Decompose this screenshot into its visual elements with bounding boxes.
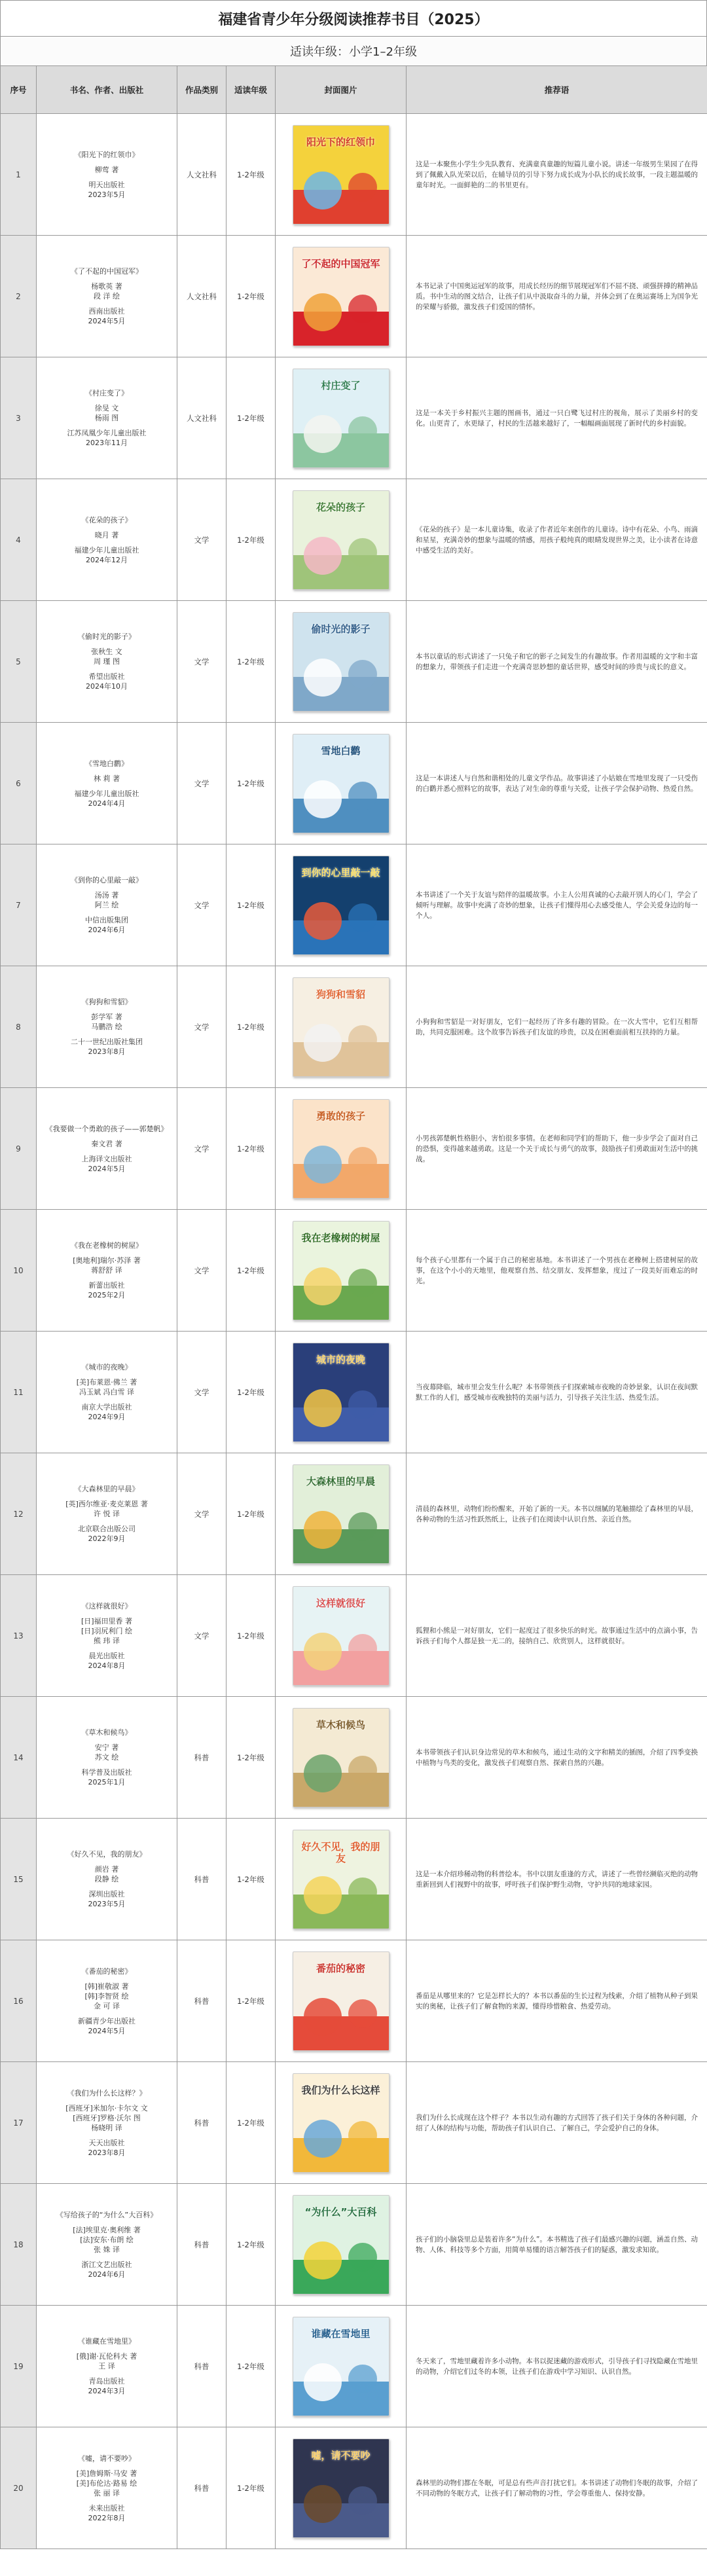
cover-illustration (348, 1269, 377, 1297)
cover-illustration (304, 902, 342, 940)
row-index: 10 (1, 1210, 37, 1332)
table-row (1, 1575, 707, 1697)
cover-illustration (304, 659, 342, 697)
recommendation-text: 孩子们的小脑袋里总是装着许多“为什么”。本书精选了孩子们最感兴趣的问题，涵盖自然、动物、人体、科技等多个方面，用简单易懂的语言解答孩子们的疑惑，激发求知欲。 (407, 2184, 707, 2306)
book-authors: 秦文君 著 (91, 1139, 122, 1148)
cover-cell (276, 236, 407, 357)
book-age: 1-2年级 (227, 479, 276, 601)
cover-illustration (348, 1025, 377, 1054)
book-authors: [西班牙]米加尔·卡尔文 文 [西班牙]罗格·沃尔 图 杨晓明 译 (65, 2103, 148, 2132)
book-age: 1-2年级 (227, 1819, 276, 1940)
book-age: 1-2年级 (227, 2306, 276, 2427)
book-age: 1-2年级 (227, 1575, 276, 1697)
cover-title: 到你的心里敲一敲 (301, 866, 380, 879)
cover-title: 嘘，请不要吵 (311, 2449, 371, 2461)
cover-illustration (348, 660, 377, 689)
recommendation-text: 这是一本关于乡村振兴主题的图画书，通过一只白鹭飞过村庄的视角，展示了美丽乡村的变化。山更青了，水更绿了，村民的生活越来越好了，一幅幅画面展现了新时代的乡村面貌。 (407, 357, 707, 479)
book-title: 《村庄变了》 (85, 389, 128, 397)
book-info (37, 1575, 177, 1697)
cover-illustration (348, 2243, 377, 2272)
book-category: 文学 (177, 1453, 227, 1575)
book-authors: [俄]谢·瓦伦科夫 著 王 译 (76, 2352, 137, 2370)
book-authors: 徐旻 文 杨雨 图 (94, 404, 119, 422)
table-row (1, 357, 707, 479)
grade-label: 适读年级：小学1–2年级 (0, 36, 707, 65)
book-age: 1-2年级 (227, 601, 276, 723)
book-cover-image[interactable] (293, 369, 390, 468)
book-title: 《我们为什么长这样？》 (67, 2088, 147, 2097)
cover-title: 我们为什么长这样 (301, 2084, 380, 2096)
book-cover-image[interactable] (293, 2073, 390, 2173)
book-cover-image[interactable] (293, 247, 390, 346)
cover-title: 这样就很好 (316, 1597, 365, 1609)
cover-title: 花朵的孩子 (316, 501, 365, 513)
book-category: 科普 (177, 1697, 227, 1819)
cover-title: 偷时光的影子 (311, 623, 371, 635)
cover-cell (276, 1088, 407, 1210)
cover-illustration (304, 1998, 342, 2036)
row-index: 8 (1, 966, 37, 1088)
cover-cell (276, 1819, 407, 1940)
recommendation-text: 小男孩郭楚帆性格胆小，害怕很多事情。在老师和同学们的帮助下，他一步步学会了面对自己的恐惧，变得越来越勇敢。这是一个关于成长与勇气的故事，鼓励孩子们勇敢面对生活中的挑战。 (407, 1088, 707, 1210)
row-index: 17 (1, 2062, 37, 2184)
book-category: 文学 (177, 1332, 227, 1453)
book-publisher: 中信出版集团 2024年6月 (85, 916, 128, 934)
book-age: 1-2年级 (227, 2184, 276, 2306)
cover-cell (276, 479, 407, 601)
book-cover-image[interactable] (293, 734, 390, 833)
book-age: 1-2年级 (227, 1940, 276, 2062)
table-row (1, 114, 707, 236)
book-authors: [英]西尔维亚·麦克莱恩 著 许 悦 译 (65, 1500, 148, 1518)
cover-illustration (304, 1511, 342, 1549)
book-category: 文学 (177, 601, 227, 723)
row-index: 12 (1, 1453, 37, 1575)
cover-title: 勇敢的孩子 (316, 1110, 365, 1122)
book-cover-image[interactable] (293, 2317, 390, 2416)
header-age: 适读年级 (227, 66, 276, 114)
book-age: 1-2年级 (227, 966, 276, 1088)
recommendation-text: 我们为什么长成现在这个样子？本书以生动有趣的方式回答了孩子们关于身体的各种问题，介绍了人体的结构与功能，帮助孩子们认识自己、了解自己，学会爱护自己的身体。 (407, 2062, 707, 2184)
book-category: 文学 (177, 479, 227, 601)
book-cover-image[interactable] (293, 612, 390, 712)
cover-illustration (304, 293, 342, 331)
book-age: 1-2年级 (227, 2427, 276, 2549)
table-row (1, 1088, 707, 1210)
book-age: 1-2年级 (227, 1453, 276, 1575)
book-authors: 柳莺 著 (94, 165, 119, 174)
book-category: 人文社科 (177, 236, 227, 357)
book-info (37, 723, 177, 844)
recommendation-text: 《花朵的孩子》是一本儿童诗集，收录了作者近年来创作的儿童诗。诗中有花朵、小鸟、雨滴和星星，充满奇妙的想象与温暖的情感，用孩子般纯真的眼睛发现世界之美，让小读者在诗意中感受生活的美好。 (407, 479, 707, 601)
book-publisher: 天天出版社 2023年8月 (88, 2138, 126, 2157)
cover-title: “为什么”大百科 (304, 2205, 377, 2218)
book-category: 科普 (177, 1940, 227, 2062)
book-info (37, 357, 177, 479)
cover-cell (276, 1453, 407, 1575)
cover-cell (276, 601, 407, 723)
book-cover-image[interactable] (293, 490, 390, 590)
recommendation-text: 这是一本讲述人与自然和谐相处的儿童文学作品。故事讲述了小姑娘在雪地里发现了一只受伤的白鹳并悉心照料它的故事，表达了对生命的尊重与关爱，让孩子学会保护动物、热爱自然。 (407, 723, 707, 844)
book-age: 1-2年级 (227, 2062, 276, 2184)
book-publisher: 深圳出版社 2023年5月 (88, 1890, 126, 1908)
book-publisher: 南京大学出版社 2024年9月 (81, 1403, 132, 1421)
book-category: 科普 (177, 1819, 227, 1940)
book-authors: 张秋生 文 周 瑾 图 (91, 647, 122, 666)
cover-cell (276, 844, 407, 966)
recommendation-text: 本书带领孩子们认识身边常见的草木和候鸟，通过生动的文字和精美的插图，介绍了四季变换中植物与鸟类的变化，激发孩子们观察自然、探索自然的兴趣。 (407, 1697, 707, 1819)
table-row (1, 236, 707, 357)
book-authors: 林 莉 著 (94, 774, 120, 783)
table-header-row (1, 66, 707, 114)
header-recommendation: 推荐语 (407, 66, 707, 114)
book-authors: [奥地利]瑞尔·苏泽 著 蒋舒舒 译 (73, 1256, 141, 1275)
cover-illustration (348, 1756, 377, 1785)
book-info (37, 1210, 177, 1332)
book-title: 《阳光下的红领巾》 (74, 150, 139, 159)
book-cover-image[interactable] (293, 1830, 390, 1929)
book-title: 《草木和候鸟》 (81, 1728, 132, 1737)
recommendation-text: 当夜幕降临，城市里会发生什么呢？本书带领孩子们探索城市夜晚的奇妙景象，认识在夜间默默工作的人们，感受城市夜晚独特的美丽与活力，引导孩子关注生活、热爱生活。 (407, 1332, 707, 1453)
book-publisher: 北京联合出版公司 2022年9月 (78, 1525, 136, 1543)
book-cover-image[interactable] (293, 1586, 390, 1686)
table-row (1, 479, 707, 601)
book-authors: [美]詹姆斯·马安 著 [美]布伦达·路易 绘 张 丽 译 (76, 2469, 137, 2497)
book-title: 《偷时光的影子》 (78, 632, 136, 641)
table-row (1, 1819, 707, 1940)
recommendation-text: 冬天来了，雪地里藏着许多小动物。本书以捉迷藏的游戏形式，引导孩子们寻找隐藏在雪地里的动物，介绍它们过冬的本领，让孩子们在游戏中学习知识、认识自然。 (407, 2306, 707, 2427)
row-index: 4 (1, 479, 37, 601)
cover-cell (276, 1697, 407, 1819)
table-row (1, 2062, 707, 2184)
cover-illustration (348, 173, 377, 202)
book-category: 文学 (177, 723, 227, 844)
book-info (37, 1453, 177, 1575)
cover-title: 了不起的中国冠军 (301, 257, 380, 270)
book-category: 文学 (177, 1088, 227, 1210)
cover-title: 阳光下的红领巾 (306, 136, 375, 148)
cover-illustration (304, 1754, 342, 1792)
table-row (1, 1940, 707, 2062)
table-row (1, 2306, 707, 2427)
cover-title: 城市的夜晚 (316, 1353, 365, 1366)
recommendation-text: 小狗狗和雪貂是一对好朋友，它们一起经历了许多有趣的冒险。在一次大雪中，它们互相帮助，共同克服困难。这个故事告诉孩子们友谊的珍贵，以及在困难面前相互扶持的力量。 (407, 966, 707, 1088)
cover-illustration (304, 2241, 342, 2279)
book-authors: [韩]崔敬淑 著 [韩]李智贤 绘 金 可 译 (84, 1982, 129, 2010)
row-index: 13 (1, 1575, 37, 1697)
cover-title: 村庄变了 (321, 379, 361, 391)
book-publisher: 西南出版社 2024年5月 (88, 307, 126, 325)
cover-illustration (304, 1024, 342, 1062)
book-authors: 彭学军 著 马鹏浩 绘 (91, 1013, 122, 1031)
book-title: 《到你的心里敲一敲》 (71, 876, 143, 884)
cover-cell (276, 723, 407, 844)
book-authors: 汤汤 著 阿兰 绘 (94, 891, 119, 909)
cover-illustration (348, 2486, 377, 2515)
recommendation-text: 每个孩子心里都有一个属于自己的秘密基地。本书讲述了一个男孩在老橡树上搭建树屋的故事，在这个小小的天地里，他观察自然、结交朋友、发挥想象，度过了一段美好而难忘的时光。 (407, 1210, 707, 1332)
book-cover-image[interactable] (293, 856, 390, 955)
cover-illustration (304, 1146, 342, 1184)
book-publisher: 晨光出版社 2024年8月 (88, 1651, 126, 1670)
book-category: 科普 (177, 2062, 227, 2184)
book-category: 文学 (177, 1575, 227, 1697)
book-publisher: 浙江文艺出版社 2024年6月 (81, 2260, 132, 2279)
recommendation-text: 本书讲述了一个关于友谊与陪伴的温暖故事。小主人公用真诚的心去敲开别人的心门，学会了倾听与理解。故事中充满了奇妙的想象，让孩子们懂得用心去感受他人，学会关爱身边的每一个人。 (407, 844, 707, 966)
cover-illustration (304, 780, 342, 818)
row-index: 7 (1, 844, 37, 966)
cover-illustration (348, 295, 377, 323)
book-cover-image[interactable] (293, 977, 390, 1077)
book-category: 文学 (177, 966, 227, 1088)
book-publisher: 二十一世纪出版社集团 2023年8月 (71, 1038, 143, 1056)
book-title: 《了不起的中国冠军》 (71, 267, 143, 276)
book-category: 文学 (177, 1210, 227, 1332)
row-index: 16 (1, 1940, 37, 2062)
book-title: 《大森林里的早晨》 (74, 1485, 139, 1493)
book-authors: 安宁 著 苏文 绘 (94, 1743, 119, 1762)
cover-illustration (348, 2121, 377, 2150)
row-index: 9 (1, 1088, 37, 1210)
cover-title: 雪地白鹳 (321, 744, 361, 757)
cover-cell (276, 966, 407, 1088)
table-row (1, 2427, 707, 2549)
book-publisher: 福建少年儿童出版社 2024年4月 (74, 789, 139, 808)
cover-title: 番茄的秘密 (316, 1962, 365, 1974)
recommendation-text: 这是一本聚焦小学生少先队教育、充满童真童趣的短篇儿童小说。讲述一年级男生果园了在得到了佩戴入队光荣以后，在辅导员的引导下努力成长成为小队长的成长故事，一段主题温暖的童年时光。一面鲜艳的二的书里更有。 (407, 114, 707, 236)
book-authors: 杨歌英 著 段 洋 绘 (91, 282, 122, 300)
row-index: 2 (1, 236, 37, 357)
row-index: 6 (1, 723, 37, 844)
cover-illustration (304, 537, 342, 575)
book-category: 科普 (177, 2184, 227, 2306)
table-row (1, 601, 707, 723)
book-info (37, 114, 177, 236)
book-age: 1-2年级 (227, 1210, 276, 1332)
cover-title: 大森林里的早晨 (306, 1475, 375, 1487)
book-publisher: 福建少年儿童出版社 2024年12月 (74, 545, 139, 564)
book-cover-image[interactable] (293, 1708, 390, 1807)
cover-title: 好久不见，我的朋友 (301, 1840, 380, 1864)
book-title: 《谁藏在雪地里》 (78, 2337, 136, 2346)
cover-illustration (348, 416, 377, 445)
row-index: 11 (1, 1332, 37, 1453)
book-age: 1-2年级 (227, 236, 276, 357)
book-publisher: 未来出版社 2022年8月 (88, 2503, 126, 2522)
cover-illustration (348, 903, 377, 932)
book-age: 1-2年级 (227, 1332, 276, 1453)
book-publisher: 希望出版社 2024年10月 (86, 672, 128, 691)
book-info (37, 479, 177, 601)
table-row (1, 1453, 707, 1575)
cover-illustration (348, 1147, 377, 1176)
row-index: 20 (1, 2427, 37, 2549)
recommendation-text: 森林里的动物们都在冬眠，可是总有些声音打扰它们。本书讲述了动物们冬眠的故事，介绍了不同动物的冬眠方式，让孩子们了解动物的习性，学会尊重他人、保持安静。 (407, 2427, 707, 2549)
cover-illustration (348, 2365, 377, 2393)
table-row (1, 723, 707, 844)
book-info (37, 236, 177, 357)
row-index: 3 (1, 357, 37, 479)
book-title: 《写给孩子的“为什么”大百科》 (56, 2210, 158, 2219)
book-info (37, 2306, 177, 2427)
table-row (1, 2184, 707, 2306)
book-publisher: 青岛出版社 2024年3月 (88, 2377, 126, 2395)
cover-title: 我在老橡树的树屋 (301, 1231, 380, 1244)
book-category: 科普 (177, 2427, 227, 2549)
recommendation-text: 这是一本介绍珍稀动物的科普绘本。书中以朋友重逢的方式，讲述了一些曾经濒临灭绝的动物重新回到人们视野中的故事，呼吁孩子们保护野生动物，守护共同的地球家园。 (407, 1819, 707, 1940)
book-info (37, 1697, 177, 1819)
header-book: 书名、作者、出版社 (37, 66, 177, 114)
book-authors: 颜岩 著 段静 绘 (94, 1865, 119, 1883)
cover-title: 狗狗和雪貂 (316, 988, 365, 1000)
book-info (37, 2427, 177, 2549)
book-info (37, 844, 177, 966)
cover-cell (276, 114, 407, 236)
book-authors: [美]布莱恩·佛兰 著 冯玉斌 冯白雪 译 (76, 1378, 137, 1396)
book-title: 《花朵的孩子》 (81, 515, 132, 524)
cover-illustration (348, 538, 377, 567)
table-body (1, 114, 707, 2549)
book-cover-image[interactable] (293, 1099, 390, 1199)
cover-cell (276, 2427, 407, 2549)
book-age: 1-2年级 (227, 844, 276, 966)
recommendation-text: 清晨的森林里，动物们纷纷醒来，开始了新的一天。本书以细腻的笔触描绘了森林里的早晨，各种动物的生活习性跃然纸上，让孩子们在阅读中认识自然、亲近自然。 (407, 1453, 707, 1575)
table-row (1, 1210, 707, 1332)
cover-cell (276, 357, 407, 479)
book-authors: [日]福田里香 著 [日]羽尻利门 绘 熊 玮 译 (81, 1616, 133, 1645)
header-index: 序号 (1, 66, 37, 114)
table-row (1, 844, 707, 966)
book-age: 1-2年级 (227, 357, 276, 479)
book-cover-image[interactable] (293, 1343, 390, 1442)
cover-illustration (304, 2120, 342, 2158)
book-table (0, 65, 707, 2549)
recommendation-text: 狐狸和小熊是一对好朋友，它们一起度过了很多快乐的时光。故事通过生活中的点滴小事，告诉孩子们每个人都是独一无二的，接纳自己、欣赏别人，这样就很好。 (407, 1575, 707, 1697)
recommendation-text: 番茄是从哪里来的？它是怎样长大的？本书以番茄的生长过程为线索，介绍了植物从种子到果实的奥秘，让孩子们了解食物的来源，懂得珍惜粮食、热爱劳动。 (407, 1940, 707, 2062)
cover-illustration (304, 1267, 342, 1305)
book-publisher: 明天出版社 2023年5月 (88, 180, 126, 199)
page-title: 福建省青少年分级阅读推荐书目（2025） (0, 0, 707, 36)
book-age: 1-2年级 (227, 1088, 276, 1210)
recommendation-text: 本书以童话的形式讲述了一只兔子和它的影子之间发生的有趣故事。作者用温暖的文字和丰富的想象力，带领孩子们走进一个充满奇思妙想的童话世界，感受时间的珍贵与成长的意义。 (407, 601, 707, 723)
cover-illustration (304, 1389, 342, 1427)
cover-illustration (304, 1876, 342, 1914)
book-category: 人文社科 (177, 357, 227, 479)
cover-title: 谁藏在雪地里 (311, 2327, 371, 2340)
row-index: 5 (1, 601, 37, 723)
cover-illustration (348, 1512, 377, 1541)
book-title: 《好久不见，我的朋友》 (67, 1850, 147, 1859)
cover-cell (276, 2062, 407, 2184)
book-title: 《嘘，请不要吵》 (78, 2454, 136, 2463)
book-info (37, 1332, 177, 1453)
cover-illustration (348, 1390, 377, 1419)
header-cover: 封面图片 (276, 66, 407, 114)
cover-illustration (304, 2485, 342, 2523)
book-publisher: 江苏凤凰少年儿童出版社 2023年11月 (67, 429, 147, 447)
book-info (37, 2184, 177, 2306)
table-row (1, 966, 707, 1088)
book-category: 文学 (177, 844, 227, 966)
book-info (37, 1088, 177, 1210)
book-title: 《我在老橡树的树屋》 (71, 1241, 143, 1250)
book-publisher: 上海译文出版社 2024年5月 (81, 1154, 132, 1173)
book-cover-image[interactable] (293, 2195, 390, 2295)
book-publisher: 新蕾出版社 2025年2月 (88, 1281, 126, 1299)
book-authors: 晓月 著 (94, 530, 119, 539)
book-publisher: 新疆青少年出版社 2024年5月 (78, 2016, 136, 2035)
cover-cell (276, 1575, 407, 1697)
row-index: 19 (1, 2306, 37, 2427)
book-title: 《雪地白鹳》 (85, 759, 128, 768)
cover-illustration (348, 782, 377, 810)
book-title: 《这样就很好》 (81, 1601, 132, 1610)
cover-illustration (348, 1999, 377, 2028)
book-cover-image[interactable] (293, 1951, 390, 2051)
cover-illustration (348, 1878, 377, 1906)
row-index: 18 (1, 2184, 37, 2306)
book-info (37, 2062, 177, 2184)
book-authors: [法]埃里克·奥利维 著 [法]安东·布朗 绘 张 姝 译 (73, 2225, 141, 2254)
header-category: 作品类别 (177, 66, 227, 114)
cover-cell (276, 1210, 407, 1332)
book-title: 《我要做一个勇敢的孩子——郭楚帆》 (45, 1124, 168, 1133)
book-publisher: 科学普及出版社 2025年1月 (81, 1768, 132, 1787)
cover-illustration (304, 415, 342, 453)
book-title: 《狗狗和雪貂》 (81, 998, 132, 1006)
book-cover-image[interactable] (293, 1221, 390, 1320)
row-index: 15 (1, 1819, 37, 1940)
recommendation-text: 本书记录了中国奥运冠军的故事，用成长经历的细节展现冠军们不屈不挠、顽强拼搏的精神品质。书中生动的图文结合，让孩子们从中汲取奋斗的力量，并体会到了在奥运赛场上为国争光的荣耀与骄傲，激发孩子们爱国的情怀。 (407, 236, 707, 357)
table-row (1, 1332, 707, 1453)
book-info (37, 1819, 177, 1940)
book-age: 1-2年级 (227, 114, 276, 236)
cover-cell (276, 2306, 407, 2427)
book-title: 《城市的夜晚》 (81, 1363, 132, 1371)
book-category: 人文社科 (177, 114, 227, 236)
cover-title: 草木和候鸟 (316, 1718, 365, 1731)
row-index: 1 (1, 114, 37, 236)
cover-illustration (304, 172, 342, 209)
cover-cell (276, 1332, 407, 1453)
cover-illustration (304, 2363, 342, 2401)
cover-cell (276, 1940, 407, 2062)
book-category: 科普 (177, 2306, 227, 2427)
book-cover-image[interactable] (293, 125, 390, 225)
book-cover-image[interactable] (293, 1464, 390, 1564)
cover-illustration (348, 1634, 377, 1663)
book-info (37, 966, 177, 1088)
book-title: 《番茄的秘密》 (81, 1967, 132, 1976)
book-info (37, 601, 177, 723)
book-age: 1-2年级 (227, 723, 276, 844)
table-row (1, 1697, 707, 1819)
book-info (37, 1940, 177, 2062)
cover-illustration (304, 1633, 342, 1671)
book-cover-image[interactable] (293, 2439, 390, 2538)
row-index: 14 (1, 1697, 37, 1819)
cover-cell (276, 2184, 407, 2306)
book-age: 1-2年级 (227, 1697, 276, 1819)
